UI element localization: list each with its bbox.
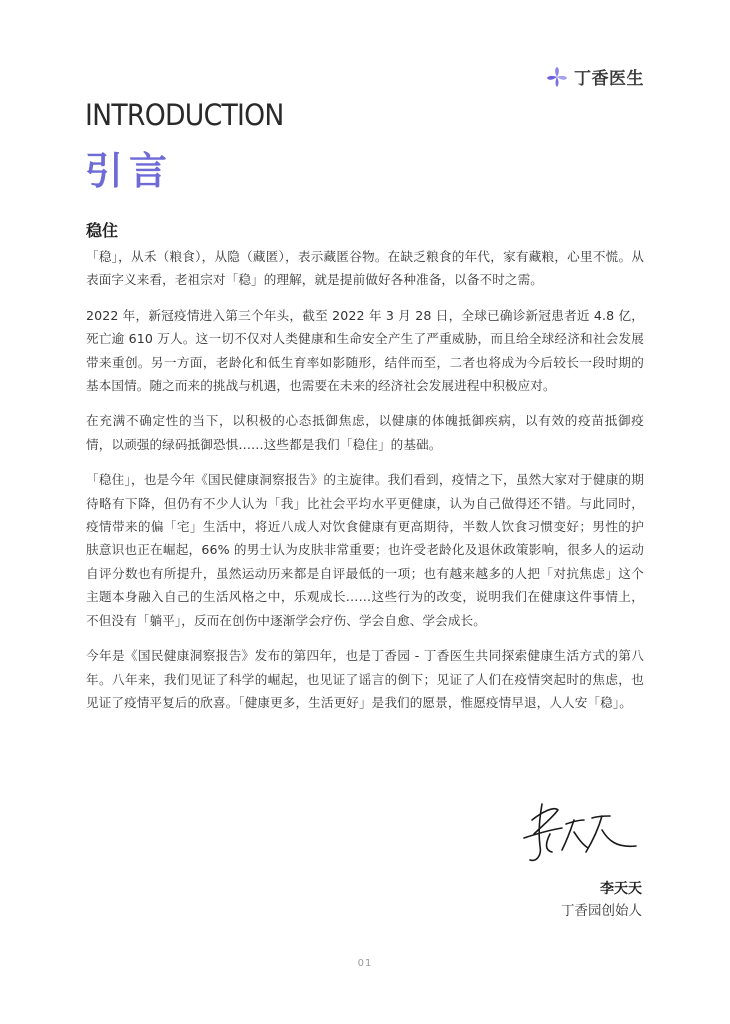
main-content	[86, 218, 644, 726]
paragraph-4: 「稳住」，也是今年《国民健康洞察报告》的主旋律。我们看到，疫情之下，虽然大家对于健康的期待略有下降，但仍有不少人认为「我」比社会平均水平更健康，认为自己做得还不错。与此同时，疫情带来的偏「宅」生活中，将近八成人对饮食健康有更高期待，半数人饮食习惯变好；男性的护肤意识也正在崛起，66% 的男士认为皮肤非常重要；也许受老龄化及退休政策影响，很多人的运动自评分数也有所提升，虽然运动历来都是自评最低的一项；也有越来越多的人把「对抗焦虑」这个主题本身融入自己的生活风格之中，乐观成长……这些行为的改变，说明我们在健康这件事情上，不但没有「躺平」，反而在创伤中逐渐学会疗伤、学会自愈、学会成长。	[86, 472, 644, 628]
paragraph-5: 今年是《国民健康洞察报告》发布的第四年，也是丁香园 - 丁香医生共同探索健康生活方式的第八年。八年来，我们见证了科学的崛起，也见证了谣言的倒下；见证了人们在疫情突起时的焦虑，也见证了疫情平复后的欣喜。「健康更多，生活更好」是我们的愿景，惟愿疫情早退，人人安「稳」。	[86, 648, 644, 710]
paragraph-2: 2022 年，新冠疫情进入第三个年头，截至 2022 年 3 月 28 日，全球已确诊新冠患者近 4.8 亿，死亡逾 610 万人。这一切不仅对人类健康和生命安全产生了严重威胁，而且给全球经济和社会发展带来重创。另一方面，老龄化和低生育率如影随形，结伴而至，二者也将成为今后较长一段时期的基本国情。随之而来的挑战与机遇，也需要在未来的经济社会发展进程中积极应对。	[86, 307, 644, 394]
clove-flower-icon	[546, 66, 568, 88]
page-title: 引言	[85, 149, 174, 193]
title-english: INTRODUCTION	[85, 98, 284, 132]
author-role: 丁香园创始人	[561, 903, 642, 919]
page-number: 01	[357, 958, 373, 969]
paragraph-3: 在充满不确定性的当下，以积极的心态抵御焦虑，以健康的体魄抵御疾病，以有效的疫苗抵御疫情，以顽强的绿码抵御恐惧……这些都是我们「稳住」的基础。	[86, 413, 644, 452]
brand-name: 丁香医生	[574, 69, 644, 89]
author-name: 李天天	[600, 881, 642, 897]
brand-logo	[546, 64, 644, 89]
section-title: 稳住	[86, 221, 119, 240]
paragraph-1: 「稳」，从禾（粮食），从隐（藏匿），表示藏匿谷物。在缺乏粮食的年代，家有藏粮，心里不慌。从表面字义来看，老祖宗对「稳」的理解，就是提前做好各种准备，以备不时之需。	[86, 249, 644, 288]
handwritten-signature	[512, 790, 642, 870]
author-block	[561, 878, 642, 922]
